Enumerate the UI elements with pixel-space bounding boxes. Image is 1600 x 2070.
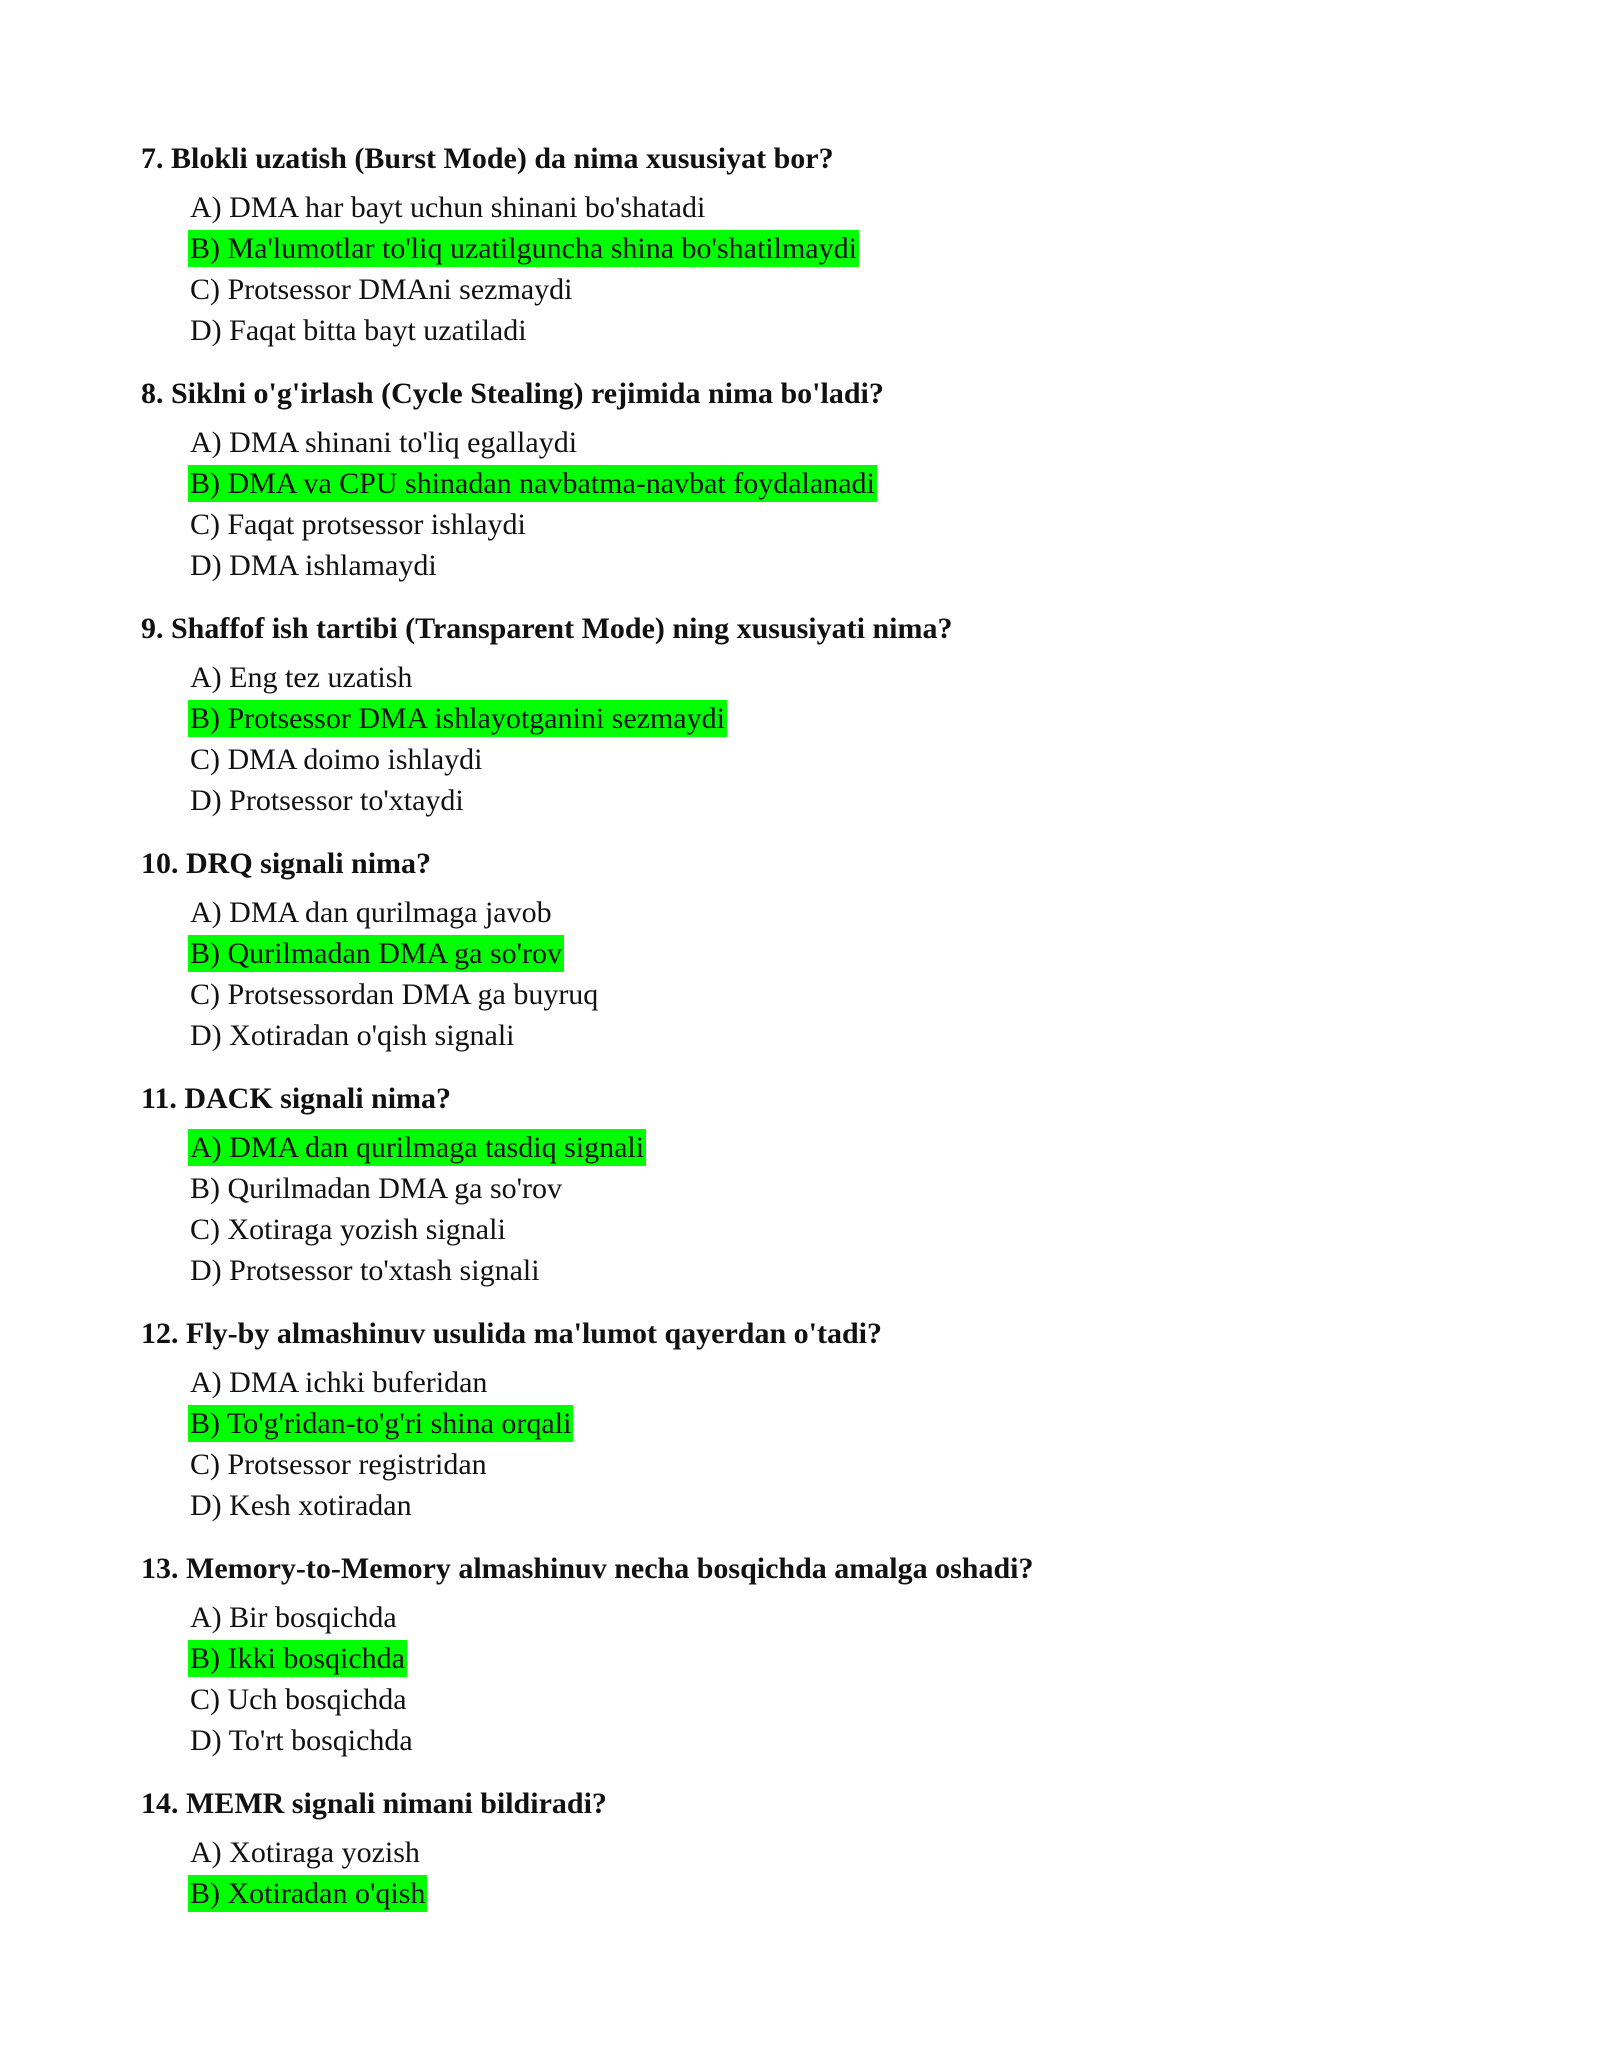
question-title: 11. DACK signali nima? [141,1082,452,1115]
question-title: 9. Shaffof ish tartibi (Transparent Mode) ning xususiyati nima? [141,612,953,645]
option-b [188,1638,1521,1679]
option-text: D) Xotiradan o'qish signali [190,1019,515,1052]
correct-answer-highlight: B) Protsessor DMA ishlayotganini sezmaydi [190,702,725,735]
option-text: A) Eng tez uzatish [190,661,413,694]
option-b [188,1168,1521,1209]
question-title: 7. Blokli uzatish (Burst Mode) da nima xususiyat bor? [141,142,834,175]
question-8 [141,374,1521,586]
question-title: 10. DRQ signali nima? [141,847,432,880]
option-d [188,310,1521,351]
option-text: C) DMA doimo ishlaydi [190,743,483,776]
option-b [188,228,1521,269]
option-d [188,1015,1521,1056]
option-d [188,780,1521,821]
option-text: C) Protsessor DMAni sezmaydi [190,273,573,306]
correct-answer-highlight: B) Ikki bosqichda [190,1642,405,1675]
option-text: D) Kesh xotiradan [190,1489,412,1522]
option-text: A) DMA har bayt uchun shinani bo'shatadi [190,191,706,224]
question-title: 14. MEMR signali nimani bildiradi? [141,1787,607,1820]
correct-answer-highlight: B) Qurilmadan DMA ga so'rov [190,937,563,970]
option-b [188,933,1521,974]
option-d [188,545,1521,586]
option-d [188,1485,1521,1526]
option-text: A) DMA shinani to'liq egallaydi [190,426,578,459]
correct-answer-highlight: A) DMA dan qurilmaga tasdiq signali [190,1131,645,1164]
question-title: 8. Siklni o'g'irlash (Cycle Stealing) rejimida nima bo'ladi? [141,377,884,410]
option-a [188,1832,1521,1873]
option-a [188,422,1521,463]
option-c [188,1444,1521,1485]
option-a [188,1127,1521,1168]
question-10 [141,844,1521,1056]
option-text: A) DMA dan qurilmaga javob [190,896,552,929]
options-list [141,1127,1521,1291]
question-title: 12. Fly-by almashinuv usulida ma'lumot qayerdan o'tadi? [141,1317,882,1350]
option-text: D) DMA ishlamaydi [190,549,437,582]
correct-answer-highlight: B) Ma'lumotlar to'liq uzatilguncha shina bo'shatilmaydi [190,232,857,265]
question-title: 13. Memory-to-Memory almashinuv necha bosqichda amalga oshadi? [141,1552,1034,1585]
option-text: D) To'rt bosqichda [190,1724,413,1757]
question-13 [141,1549,1521,1761]
option-text: A) Xotiraga yozish [190,1836,420,1869]
option-c [188,269,1521,310]
option-text: A) Bir bosqichda [190,1601,397,1634]
options-list [141,892,1521,1056]
option-text: C) Protsessor registridan [190,1448,487,1481]
option-text: A) DMA ichki buferidan [190,1366,488,1399]
option-a [188,187,1521,228]
options-list [141,657,1521,821]
options-list [141,1832,1521,1914]
question-9 [141,609,1521,821]
option-text: C) Faqat protsessor ishlaydi [190,508,526,541]
correct-answer-highlight: B) Xotiradan o'qish [190,1877,426,1910]
option-c [188,974,1521,1015]
option-c [188,1679,1521,1720]
option-text: D) Faqat bitta bayt uzatiladi [190,314,527,347]
correct-answer-highlight: B) DMA va CPU shinadan navbatma-navbat foydalanadi [190,467,875,500]
option-b [188,1873,1521,1914]
options-list [141,1362,1521,1526]
options-list [141,1597,1521,1761]
options-list [141,422,1521,586]
question-14 [141,1784,1521,1914]
option-text: B) Qurilmadan DMA ga so'rov [190,1172,563,1205]
option-d [188,1250,1521,1291]
option-c [188,1209,1521,1250]
option-a [188,657,1521,698]
option-text: C) Protsessordan DMA ga buyruq [190,978,599,1011]
options-list [141,187,1521,351]
option-c [188,739,1521,780]
option-text: D) Protsessor to'xtash signali [190,1254,540,1287]
correct-answer-highlight: B) To'g'ridan-to'g'ri shina orqali [190,1407,572,1440]
option-text: D) Protsessor to'xtaydi [190,784,464,817]
option-b [188,698,1521,739]
option-c [188,504,1521,545]
option-a [188,1362,1521,1403]
option-a [188,1597,1521,1638]
question-11 [141,1079,1521,1291]
option-text: C) Xotiraga yozish signali [190,1213,506,1246]
option-a [188,892,1521,933]
question-7 [141,139,1521,351]
option-d [188,1720,1521,1761]
question-12 [141,1314,1521,1526]
option-text: C) Uch bosqichda [190,1683,407,1716]
option-b [188,1403,1521,1444]
option-b [188,463,1521,504]
